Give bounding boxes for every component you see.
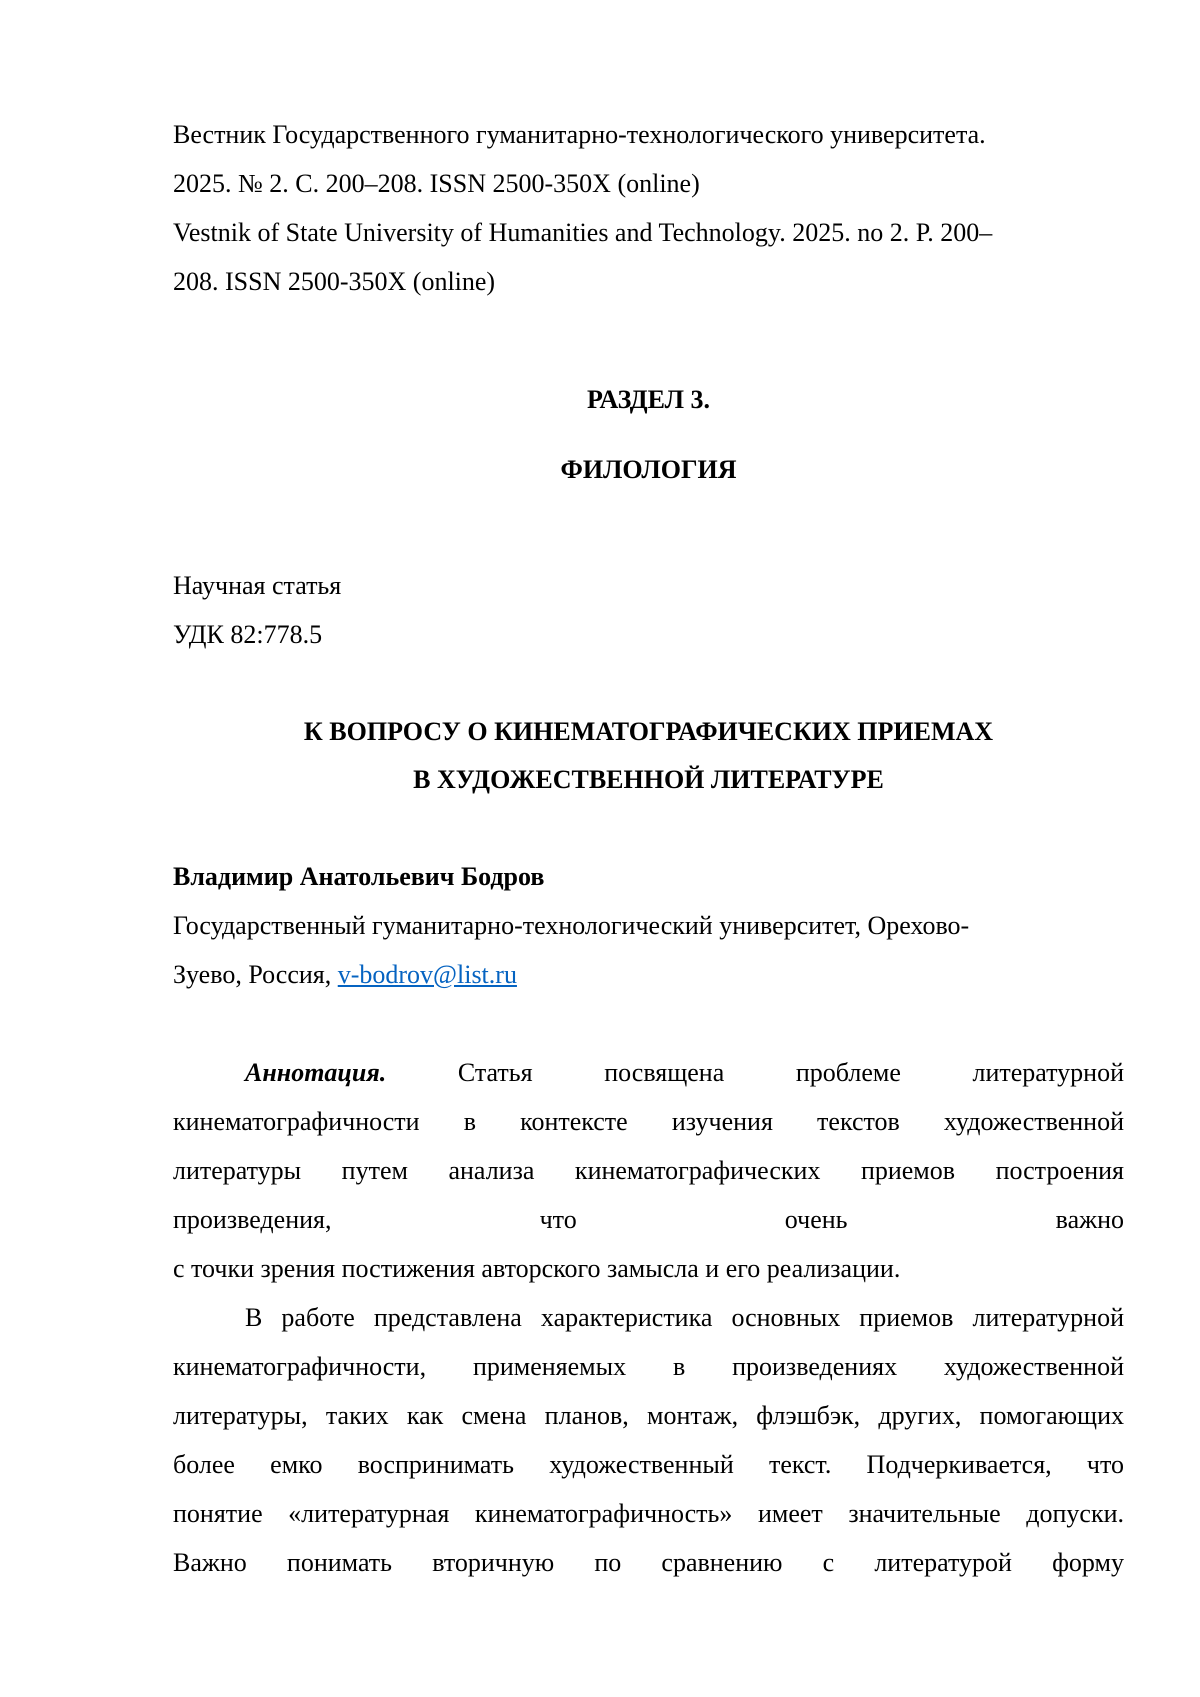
udc-code: УДК 82:778.5 <box>173 620 323 649</box>
section-number: РАЗДЕЛ 3. <box>586 385 711 414</box>
abstract-p1-line3: литературы путем анализа кинематографических приемов построения <box>173 1156 1124 1185</box>
abstract-p1-line1 <box>173 1048 1124 1097</box>
journal-citation <box>173 110 1124 306</box>
article-title-line2: В ХУДОЖЕСТВЕННОЙ ЛИТЕРАТУРЕ <box>413 765 884 794</box>
abstract-p2-line5: понятие «литературная кинематографичность» имеет значительные допуски. <box>173 1499 1124 1528</box>
article-type: Научная статья <box>173 571 342 600</box>
page-content <box>173 110 1124 1587</box>
abstract-p2-line2: кинематографичности, применяемых в произведениях художественной <box>173 1352 1124 1381</box>
article-meta <box>173 561 1124 659</box>
author-affiliation-line2 <box>173 950 1124 999</box>
section-name: ФИЛОЛОГИЯ <box>560 455 737 484</box>
author-email-link[interactable]: v-bodrov@list.ru <box>337 960 517 989</box>
abstract-p1-line5: с точки зрения постижения авторского замысла и его реализации. <box>173 1254 901 1283</box>
author-name: Владимир Анатольевич Бодров <box>173 862 545 891</box>
abstract-p2-line6: Важно понимать вторичную по сравнению с литературой форму <box>173 1548 1124 1577</box>
journal-citation-ru-line1: Вестник Государственного гуманитарно-технологического университета. <box>173 120 986 149</box>
article-title-line1: К ВОПРОСУ О КИНЕМАТОГРАФИЧЕСКИХ ПРИЕМАХ <box>303 717 994 746</box>
journal-citation-en-line1: Vestnik of State University of Humanities and Technology. 2025. no 2. P. 200– <box>173 218 993 247</box>
abstract-p2-line1: В работе представлена характеристика основных приемов литературной <box>245 1303 1124 1332</box>
article-title <box>173 708 1124 804</box>
abstract-p1-line2: кинематографичности в контексте изучения текстов художественной <box>173 1107 1124 1136</box>
author-location: Зуево, Россия, <box>173 960 338 989</box>
abstract-p2-line3: литературы, таких как смена планов, монтаж, флэшбэк, других, помогающих <box>173 1401 1124 1430</box>
author-info <box>173 852 1124 999</box>
journal-citation-ru-line2: 2025. № 2. С. 200–208. ISSN 2500-350X (online) <box>173 169 700 198</box>
abstract-p2-line4: более емко воспринимать художественный текст. Подчеркивается, что <box>173 1450 1124 1479</box>
abstract-p1-line1-text: Статья посвящена проблеме литературной <box>386 1058 1124 1087</box>
abstract <box>173 1048 1124 1587</box>
journal-citation-en-line2: 208. ISSN 2500-350X (online) <box>173 267 496 296</box>
author-affiliation-line1: Государственный гуманитарно-технологический университет, Орехово- <box>173 911 970 940</box>
abstract-p1-line4: произведения, что очень важно <box>173 1205 1124 1234</box>
abstract-label: Аннотация. <box>245 1058 387 1087</box>
section-heading <box>173 365 1124 505</box>
